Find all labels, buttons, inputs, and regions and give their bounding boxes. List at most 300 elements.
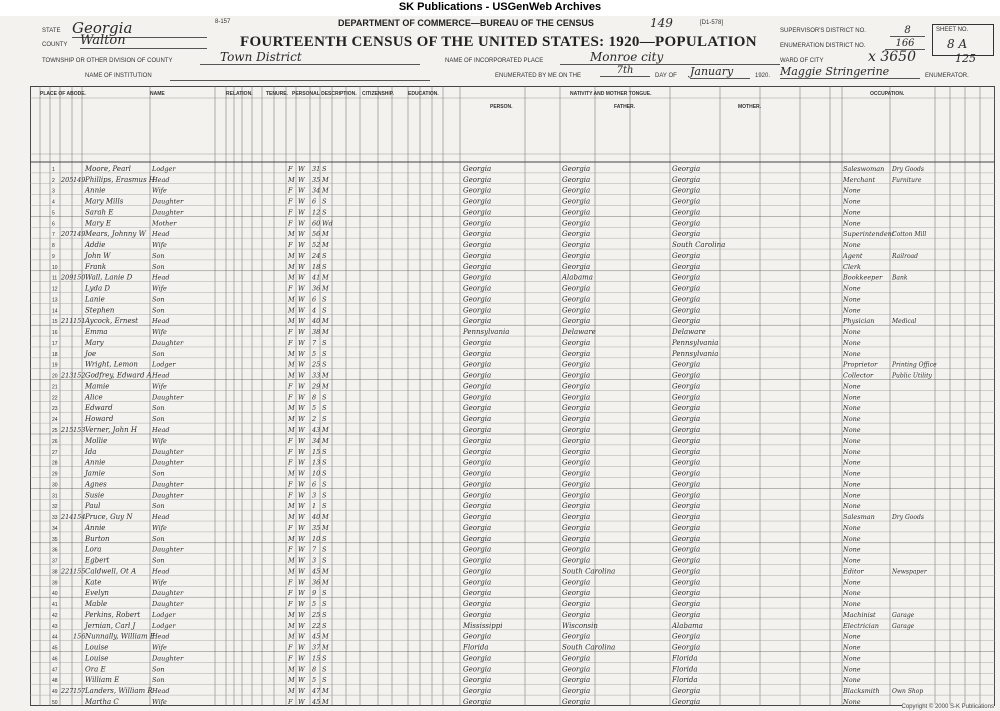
mother-birthplace: Georgia — [672, 698, 701, 706]
family-number: 149 — [73, 175, 86, 184]
age: 13 — [312, 458, 321, 467]
mother-birthplace: Georgia — [672, 534, 701, 543]
census-title: FOURTEENTH CENSUS OF THE UNITED STATES: 1920—POPULATION — [240, 34, 757, 50]
relation: Head — [152, 513, 170, 522]
person-name: Burton — [85, 534, 110, 543]
mother-birthplace: Georgia — [672, 317, 701, 326]
occupation: None — [843, 632, 861, 641]
birthplace: Georgia — [463, 567, 492, 576]
sex: F — [288, 545, 293, 554]
marital-status: S — [322, 338, 327, 347]
father-birthplace: Georgia — [562, 458, 591, 467]
marital-status: M — [322, 230, 329, 239]
occupation: None — [843, 698, 861, 706]
state-label: STATE — [42, 28, 61, 34]
marital-status: S — [322, 589, 327, 598]
marital-status: S — [322, 502, 327, 511]
father-birthplace: Georgia — [562, 589, 591, 598]
row-number: 43 — [52, 623, 58, 630]
person-name: Lanie — [85, 295, 105, 304]
row-number: 25 — [52, 428, 58, 434]
mother-birthplace: Georgia — [672, 164, 701, 173]
row-number: 13 — [52, 297, 58, 304]
sex: F — [288, 328, 293, 337]
person-name: Paul — [85, 502, 101, 511]
mother-birthplace: Georgia — [672, 567, 701, 576]
race: W — [298, 338, 305, 347]
family-number: 154 — [73, 513, 86, 522]
race: W — [298, 262, 305, 271]
father-birthplace: Georgia — [562, 632, 591, 641]
header-relation: RELATION. — [226, 91, 253, 97]
marital-status: S — [322, 458, 327, 467]
father-birthplace: Georgia — [562, 676, 591, 685]
marital-status: M — [322, 317, 329, 326]
relation: Son — [152, 415, 165, 424]
marital-status: S — [322, 404, 327, 413]
sex: M — [288, 534, 295, 543]
birthplace: Georgia — [463, 556, 492, 565]
dwelling-number: 215 — [61, 426, 74, 434]
relation: Daughter — [152, 208, 184, 217]
sex: F — [288, 654, 293, 663]
marital-status: S — [322, 208, 327, 217]
family-number: 153 — [73, 426, 86, 434]
row-number: 32 — [52, 504, 58, 511]
age: 10 — [312, 534, 321, 543]
marital-status: S — [322, 349, 327, 358]
mother-birthplace: Georgia — [672, 610, 701, 619]
race: W — [298, 545, 305, 554]
relation: Son — [152, 665, 165, 674]
father-birthplace: Georgia — [562, 698, 591, 706]
row-number: 21 — [52, 384, 58, 391]
sex: M — [288, 469, 295, 478]
age: 36 — [312, 284, 321, 293]
birthplace: Georgia — [463, 491, 492, 500]
race: W — [298, 621, 305, 630]
marital-status: M — [322, 436, 329, 445]
occupation: None — [843, 643, 861, 652]
relation: Daughter — [152, 480, 184, 489]
mother-birthplace: Florida — [672, 676, 698, 685]
birthplace: Georgia — [463, 349, 492, 358]
birthplace: Georgia — [463, 534, 492, 543]
township-label: TOWNSHIP OR OTHER DIVISION OF COUNTY — [42, 58, 173, 64]
relation: Wife — [152, 284, 167, 293]
relation: Head — [152, 632, 170, 641]
person-name: Moore, Pearl — [85, 164, 131, 173]
mother-birthplace: Georgia — [672, 458, 701, 467]
occupation: Machinist — [843, 610, 876, 619]
age: 45 — [312, 632, 321, 641]
marital-status: S — [322, 262, 327, 271]
page-stamp: 149 — [650, 16, 673, 30]
family-number: 152 — [73, 371, 86, 380]
relation: Head — [152, 230, 170, 239]
sex: F — [288, 600, 293, 609]
father-birthplace: Georgia — [562, 295, 591, 304]
occupation: None — [843, 469, 861, 478]
relation: Head — [152, 567, 170, 576]
relation: Wife — [152, 382, 167, 391]
father-birthplace: Georgia — [562, 534, 591, 543]
race: W — [298, 502, 305, 511]
sex: F — [288, 338, 293, 347]
person-name: Mamie — [85, 382, 110, 391]
dwelling-number: 214 — [61, 513, 74, 522]
mother-birthplace: Georgia — [672, 589, 701, 598]
birthplace: Georgia — [463, 251, 492, 260]
person-name: Kate — [85, 578, 102, 587]
occupation: Editor — [843, 567, 864, 576]
dwelling-number: 207 — [61, 230, 74, 239]
birthplace: Georgia — [463, 665, 492, 674]
person-name: Wright, Lemon — [85, 360, 138, 369]
birthplace: Georgia — [463, 698, 492, 706]
father-birthplace: Georgia — [562, 426, 591, 434]
relation: Head — [152, 426, 170, 434]
sex: M — [288, 360, 295, 369]
occupation: None — [843, 480, 861, 489]
marital-status: M — [322, 426, 329, 434]
person-name: Mears, Johnny W — [85, 230, 146, 239]
enumerated-label: ENUMERATED BY ME ON THE — [495, 73, 582, 79]
mother-birthplace: Georgia — [672, 186, 701, 195]
mother-birthplace: Georgia — [672, 632, 701, 641]
family-number: 155 — [73, 567, 86, 576]
row-number: 16 — [52, 330, 58, 337]
mother-birthplace: Georgia — [672, 197, 701, 206]
marital-status: S — [322, 600, 327, 609]
occupation: None — [843, 197, 861, 206]
place-label: NAME OF INCORPORATED PLACE — [445, 58, 544, 64]
industry: Furniture — [892, 176, 922, 184]
age: 5 — [312, 600, 317, 609]
row-number: 22 — [52, 395, 58, 402]
person-name: Pruce, Guy N — [85, 513, 133, 522]
father-birthplace: Georgia — [562, 317, 591, 326]
row-number: 2 — [52, 177, 55, 184]
father-birthplace: Georgia — [562, 687, 591, 696]
birthplace: Georgia — [463, 230, 492, 239]
sex: F — [288, 578, 293, 587]
race: W — [298, 556, 305, 565]
person-name: Mary E — [85, 219, 111, 228]
sex: M — [288, 567, 295, 576]
father-birthplace: Georgia — [562, 513, 591, 522]
race: W — [298, 349, 305, 358]
birthplace: Georgia — [463, 589, 492, 598]
sex: F — [288, 241, 293, 250]
row-number: 24 — [52, 417, 58, 424]
race: W — [298, 447, 305, 456]
race: W — [298, 404, 305, 413]
person-name: Howard — [85, 415, 114, 424]
relation: Daughter — [152, 600, 184, 609]
occupation: None — [843, 665, 861, 674]
mother-birthplace: Georgia — [672, 447, 701, 456]
race: W — [298, 676, 305, 685]
county-label: COUNTY — [42, 42, 68, 48]
mother-birthplace: Georgia — [672, 251, 701, 260]
header-occupation: OCCUPATION. — [870, 91, 905, 97]
mother-birthplace: Georgia — [672, 219, 701, 228]
father-birthplace: Georgia — [562, 665, 591, 674]
person-name: Lyda D — [85, 284, 110, 293]
father-birthplace: Georgia — [562, 208, 591, 217]
marital-status: M — [322, 687, 329, 696]
occupation: Clerk — [843, 262, 861, 271]
marital-status: S — [322, 306, 327, 315]
mother-birthplace: Georgia — [672, 393, 701, 402]
family-number: 151 — [73, 317, 86, 326]
mother-birthplace: Georgia — [672, 382, 701, 391]
marital-status: M — [322, 328, 329, 337]
sex: F — [288, 643, 293, 652]
sex: M — [288, 665, 295, 674]
father-birthplace: Georgia — [562, 371, 591, 380]
header-name: NAME — [150, 91, 165, 97]
department-label: DEPARTMENT OF COMMERCE—BUREAU OF THE CENSUS — [338, 18, 594, 28]
month-value: January — [690, 65, 750, 79]
marital-status: S — [322, 610, 327, 619]
age: 7 — [312, 545, 317, 554]
row-number: 11 — [52, 275, 58, 282]
father-birthplace: Georgia — [562, 447, 591, 456]
occupation: None — [843, 338, 861, 347]
row-number: 12 — [52, 286, 58, 293]
institution-line — [170, 72, 430, 81]
father-birthplace: Georgia — [562, 436, 591, 445]
age: 7 — [312, 338, 317, 347]
header-mother: MOTHER. — [738, 104, 762, 110]
mother-birthplace: Georgia — [672, 436, 701, 445]
birthplace: Georgia — [463, 360, 492, 369]
mother-birthplace: Georgia — [672, 360, 701, 369]
enumeration-value: 166 — [885, 38, 925, 50]
dwelling-number: 213 — [61, 371, 74, 380]
copyright-note: Copyright © 2000 S-K Publications — [901, 704, 994, 710]
sex: M — [288, 175, 295, 184]
occupation: Bookkeeper — [843, 273, 883, 282]
sex: F — [288, 186, 293, 195]
marital-status: S — [322, 447, 327, 456]
person-name: William E — [85, 676, 120, 685]
age: 5 — [312, 349, 317, 358]
person-name: Perkins, Robert — [85, 610, 141, 619]
stamp-number: x 3650 — [868, 49, 916, 65]
marital-status: M — [322, 382, 329, 391]
occupation: None — [843, 458, 861, 467]
relation: Daughter — [152, 491, 184, 500]
sex: M — [288, 349, 295, 358]
person-name: Annie — [85, 458, 106, 467]
row-number: 1 — [52, 166, 55, 173]
row-number: 38 — [52, 569, 58, 576]
father-birthplace: Georgia — [562, 230, 591, 239]
mother-birthplace: Georgia — [672, 502, 701, 511]
relation: Wife — [152, 436, 167, 445]
relation: Head — [152, 687, 170, 696]
sex: M — [288, 556, 295, 565]
family-number: 156 — [73, 632, 86, 641]
marital-status: S — [322, 197, 327, 206]
race: W — [298, 687, 305, 696]
occupation: None — [843, 349, 861, 358]
marital-status: M — [322, 513, 329, 522]
age: 33 — [312, 371, 321, 380]
relation: Daughter — [152, 197, 184, 206]
marital-status: S — [322, 534, 327, 543]
occupation: None — [843, 415, 861, 424]
birthplace: Georgia — [463, 393, 492, 402]
sex: M — [288, 502, 295, 511]
sex: M — [288, 621, 295, 630]
mother-birthplace: Georgia — [672, 306, 701, 315]
birthplace: Georgia — [463, 436, 492, 445]
marital-status: M — [322, 273, 329, 282]
row-number: 37 — [52, 558, 58, 565]
person-name: Frank — [85, 262, 107, 271]
relation: Mother — [152, 219, 177, 228]
row-number: 31 — [52, 493, 58, 500]
relation: Daughter — [152, 545, 184, 554]
marital-status: S — [322, 491, 327, 500]
row-number: 9 — [52, 253, 55, 260]
person-name: Verner, John H — [85, 426, 137, 434]
relation: Daughter — [152, 338, 184, 347]
mother-birthplace: Georgia — [672, 175, 701, 184]
sex: M — [288, 426, 295, 434]
marital-status: M — [322, 578, 329, 587]
relation: Lodger — [152, 610, 176, 619]
relation: Head — [152, 317, 170, 326]
birthplace: Mississippi — [463, 621, 503, 630]
race: W — [298, 567, 305, 576]
race: W — [298, 632, 305, 641]
mother-birthplace: Florida — [672, 654, 698, 663]
form-code: 8-157 — [215, 19, 231, 25]
person-name: John W — [85, 251, 111, 260]
sex: M — [288, 513, 295, 522]
marital-status: M — [322, 643, 329, 652]
birthplace: Georgia — [463, 600, 492, 609]
race: W — [298, 317, 305, 326]
race: W — [298, 513, 305, 522]
race: W — [298, 208, 305, 217]
birthplace: Georgia — [463, 306, 492, 315]
father-birthplace: Georgia — [562, 164, 591, 173]
sex: M — [288, 415, 295, 424]
race: W — [298, 491, 305, 500]
marital-status: S — [322, 556, 327, 565]
race: W — [298, 175, 305, 184]
age: 31 — [312, 164, 321, 173]
row-number: 33 — [52, 515, 58, 522]
relation: Son — [152, 556, 165, 565]
sex: M — [288, 404, 295, 413]
marital-status: S — [322, 676, 327, 685]
relation: Lodger — [152, 164, 176, 173]
person-name: Ida — [85, 447, 97, 456]
occupation: None — [843, 589, 861, 598]
relation: Son — [152, 349, 165, 358]
sex: F — [288, 436, 293, 445]
occupation: Proprietor — [843, 360, 878, 369]
mother-birthplace: Georgia — [672, 295, 701, 304]
sex: M — [288, 687, 295, 696]
person-name: Jernian, Carl J — [85, 621, 136, 630]
occupation: Collector — [843, 371, 874, 380]
sex: M — [288, 295, 295, 304]
person-name: Stephen — [85, 306, 115, 315]
birthplace: Georgia — [463, 208, 492, 217]
sex: F — [288, 393, 293, 402]
row-number: 44 — [52, 634, 58, 641]
row-number: 30 — [52, 482, 58, 489]
place-value: Monroe city — [560, 50, 780, 65]
person-name: Nunnally, William E — [85, 632, 155, 641]
race: W — [298, 534, 305, 543]
mother-birthplace: Georgia — [672, 491, 701, 500]
birthplace: Georgia — [463, 404, 492, 413]
row-number: 8 — [52, 243, 55, 250]
row-number: 6 — [52, 221, 55, 228]
row-number: 47 — [52, 667, 58, 674]
row-number: 20 — [52, 373, 58, 380]
relation: Wife — [152, 578, 167, 587]
age: 18 — [312, 262, 321, 271]
father-birthplace: Georgia — [562, 610, 591, 619]
row-number: 19 — [52, 362, 58, 369]
mother-birthplace: Georgia — [672, 262, 701, 271]
mother-birthplace: Delaware — [672, 328, 706, 337]
mother-birthplace: Georgia — [672, 273, 701, 282]
race: W — [298, 251, 305, 260]
header-tenure: TENURE. — [266, 91, 288, 97]
person-name: Mollie — [85, 436, 108, 445]
marital-status: S — [322, 164, 327, 173]
marital-status: M — [322, 186, 329, 195]
age: 35 — [312, 175, 321, 184]
age: 43 — [312, 426, 321, 434]
industry: Railroad — [892, 252, 918, 260]
occupation: Saleswoman — [843, 164, 885, 173]
industry: Medical — [892, 318, 917, 326]
race: W — [298, 382, 305, 391]
age: 22 — [312, 621, 321, 630]
person-name: Louise — [85, 643, 109, 652]
age: 34 — [312, 436, 321, 445]
sex: F — [288, 208, 293, 217]
industry: Public Utility — [892, 372, 932, 380]
race: W — [298, 480, 305, 489]
father-birthplace: South Carolina — [562, 643, 616, 652]
marital-status: S — [322, 545, 327, 554]
age: 37 — [312, 643, 321, 652]
mother-birthplace: Georgia — [672, 284, 701, 293]
age: 25 — [312, 610, 321, 619]
marital-status: S — [322, 295, 327, 304]
family-number: 157 — [73, 687, 86, 696]
birthplace: Georgia — [463, 654, 492, 663]
marital-status: S — [322, 480, 327, 489]
institution-label: NAME OF INSTITUTION — [85, 73, 152, 79]
birthplace: Georgia — [463, 578, 492, 587]
relation: Lodger — [152, 621, 176, 630]
marital-status: S — [322, 415, 327, 424]
